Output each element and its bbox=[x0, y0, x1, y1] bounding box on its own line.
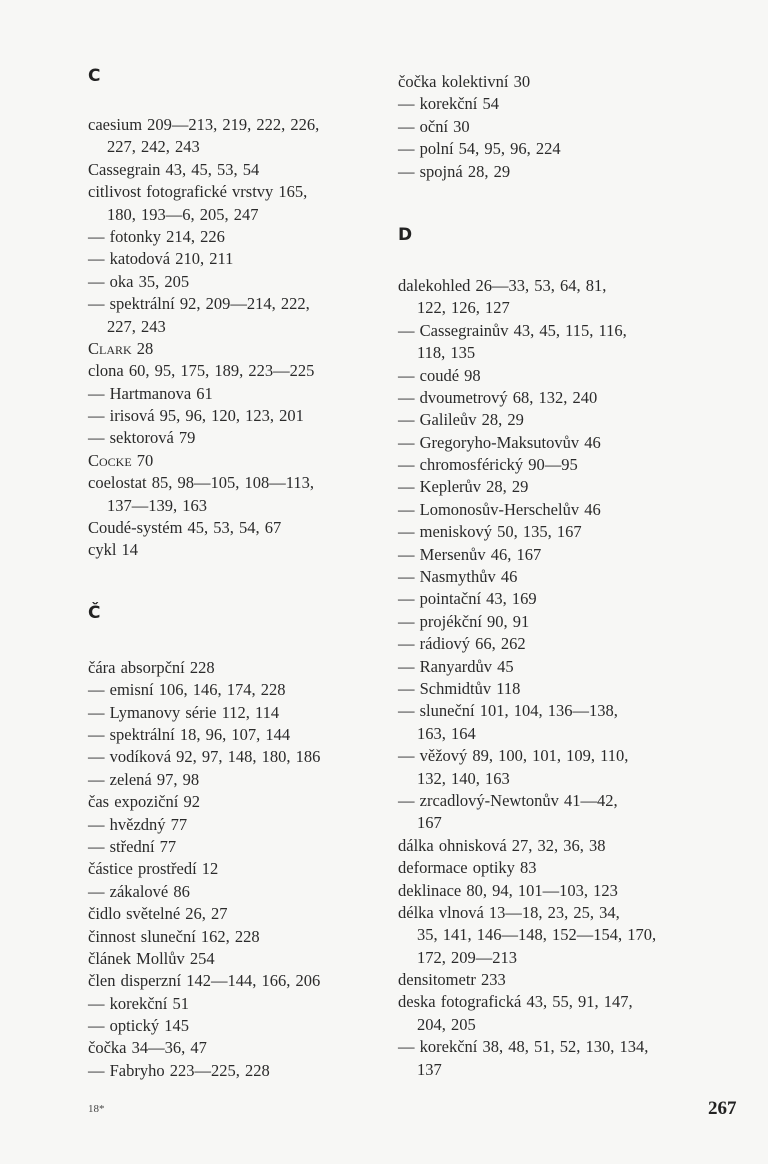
index-entry: cykl 14 bbox=[88, 540, 139, 560]
index-subentry: — sluneční 101, 104, 136—138, bbox=[398, 701, 618, 721]
index-subentry: — věžový 89, 100, 101, 109, 110, bbox=[398, 746, 629, 766]
index-entry: čára absorpční 228 bbox=[88, 657, 215, 677]
index-subentry: — spektrální 18, 96, 107, 144 bbox=[88, 724, 291, 744]
index-entry: coelostat 85, 98—105, 108—113, bbox=[88, 473, 315, 493]
index-entry: deklinace 80, 94, 101—103, 123 bbox=[398, 880, 618, 900]
index-entries-c bbox=[88, 114, 388, 562]
index-subentry: — sektorová 79 bbox=[88, 428, 196, 448]
index-subentry: — Keplerův 28, 29 bbox=[398, 477, 529, 497]
index-subentry: — Galileův 28, 29 bbox=[398, 410, 524, 430]
index-entry-continuation: 227, 242, 243 bbox=[107, 137, 200, 157]
index-subentry: — rádiový 66, 262 bbox=[398, 634, 526, 654]
index-subentry: — optický 145 bbox=[88, 1016, 189, 1036]
index-subentry: — zákalové 86 bbox=[88, 881, 190, 901]
index-subentry: — Hartmanova 61 bbox=[88, 383, 213, 403]
printer-signature-mark: 18* bbox=[88, 1103, 105, 1115]
index-entry: citlivost fotografické vrstvy 165, bbox=[88, 182, 308, 202]
index-subentry: — dvoumetrový 68, 132, 240 bbox=[398, 387, 598, 407]
index-entry: člen disperzní 142—144, 166, 206 bbox=[88, 971, 321, 991]
index-subentry: — oka 35, 205 bbox=[88, 271, 190, 291]
index-subentry: — polní 54, 95, 96, 224 bbox=[398, 139, 561, 159]
index-subentry: — střední 77 bbox=[88, 836, 177, 856]
index-entry: činnost sluneční 162, 228 bbox=[88, 926, 260, 946]
index-entry-continuation: 132, 140, 163 bbox=[417, 768, 510, 788]
index-subentry: — spektrální 92, 209—214, 222, bbox=[88, 294, 310, 314]
index-entry-continuation: 35, 141, 146—148, 152—154, 170, bbox=[417, 925, 657, 945]
index-entry: čas expoziční 92 bbox=[88, 792, 200, 812]
index-subentry: — Cassegrainův 43, 45, 115, 116, bbox=[398, 320, 627, 340]
index-subentry: — spojná 28, 29 bbox=[398, 161, 511, 181]
index-subentry: — hvězdný 77 bbox=[88, 814, 188, 834]
index-subentry: — zelená 97, 98 bbox=[88, 769, 200, 789]
index-subentry: — emisní 106, 146, 174, 228 bbox=[88, 680, 286, 700]
index-entry: dálka ohnisková 27, 32, 36, 38 bbox=[398, 835, 606, 855]
index-entry: deska fotografická 43, 55, 91, 147, bbox=[398, 992, 633, 1012]
section-heading-c: C bbox=[88, 66, 101, 86]
index-entry: čidlo světelné 26, 27 bbox=[88, 904, 228, 924]
index-entry: Clark 28 bbox=[88, 338, 154, 358]
index-subentry: — Lymanovy série 112, 114 bbox=[88, 702, 280, 722]
index-subentry: — irisová 95, 96, 120, 123, 201 bbox=[88, 406, 304, 426]
index-subentry: — oční 30 bbox=[398, 116, 470, 136]
index-subentry: — meniskový 50, 135, 167 bbox=[398, 522, 582, 542]
index-subentry: — fotonky 214, 226 bbox=[88, 226, 225, 246]
index-entry-continuation: 227, 243 bbox=[107, 316, 166, 336]
index-entry: čočka 34—36, 47 bbox=[88, 1038, 207, 1058]
index-entry-continuation: 118, 135 bbox=[417, 343, 476, 363]
index-subentry: — Nasmythův 46 bbox=[398, 567, 518, 587]
index-subentry: — korekční 54 bbox=[398, 94, 499, 114]
index-column-right bbox=[398, 71, 698, 1081]
index-entry: článek Mollův 254 bbox=[88, 948, 215, 968]
index-entry: dalekohled 26—33, 53, 64, 81, bbox=[398, 275, 607, 295]
index-subentry: — Fabryho 223—225, 228 bbox=[88, 1060, 270, 1080]
index-entry-continuation: 122, 126, 127 bbox=[417, 298, 510, 318]
index-entry: clona 60, 95, 175, 189, 223—225 bbox=[88, 361, 315, 381]
index-entry: délka vlnová 13—18, 23, 25, 34, bbox=[398, 902, 620, 922]
index-entry: Cocke 70 bbox=[88, 450, 154, 470]
index-subentry: — pointační 43, 169 bbox=[398, 589, 537, 609]
index-subentry: — Schmidtův 118 bbox=[398, 678, 521, 698]
index-entry: čočka kolektivní 30 bbox=[398, 72, 531, 91]
index-subentry: — projékční 90, 91 bbox=[398, 611, 530, 631]
index-entry-continuation: 180, 193—6, 205, 247 bbox=[107, 204, 259, 224]
index-subentry: — korekční 38, 48, 51, 52, 130, 134, bbox=[398, 1037, 649, 1057]
index-subentry: — korekční 51 bbox=[88, 993, 189, 1013]
index-subentry: — Ranyardův 45 bbox=[398, 656, 514, 676]
index-entry-continuation: 163, 164 bbox=[417, 723, 476, 743]
index-subentry: — Mersenův 46, 167 bbox=[398, 544, 542, 564]
section-heading-d: D bbox=[398, 224, 413, 245]
index-entries-d bbox=[398, 275, 698, 1081]
index-entry: densitometr 233 bbox=[398, 970, 506, 990]
index-subentry: — Lomonosův-Herschelův 46 bbox=[398, 499, 601, 519]
index-subentry: — chromosférický 90—95 bbox=[398, 455, 578, 475]
page-number: 267 bbox=[708, 1098, 737, 1119]
index-subentry: — coudé 98 bbox=[398, 365, 481, 385]
index-subentry: — zrcadlový-Newtonův 41—42, bbox=[398, 790, 618, 810]
index-entry-continuation: 167 bbox=[417, 813, 442, 833]
index-entry-continuation: 137 bbox=[417, 1059, 442, 1079]
index-entry: Coudé-systém 45, 53, 54, 67 bbox=[88, 518, 282, 538]
index-entry: caesium 209—213, 219, 222, 226, bbox=[88, 115, 320, 134]
index-entry-continuation: 172, 209—213 bbox=[417, 947, 517, 967]
index-column-left bbox=[88, 66, 388, 1082]
index-subentry: — Gregoryho-Maksutovův 46 bbox=[398, 432, 601, 452]
index-entry: Cassegrain 43, 45, 53, 54 bbox=[88, 159, 260, 179]
index-entry: částice prostředí 12 bbox=[88, 859, 219, 879]
index-subentry: — katodová 210, 211 bbox=[88, 249, 234, 269]
index-entry: deformace optiky 83 bbox=[398, 858, 537, 878]
index-subentry: — vodíková 92, 97, 148, 180, 186 bbox=[88, 747, 321, 767]
index-entry-continuation: 204, 205 bbox=[417, 1014, 476, 1034]
index-entries-cocka-continued bbox=[398, 71, 698, 183]
section-heading-c-caron: Č bbox=[88, 602, 101, 623]
index-entry-continuation: 137—139, 163 bbox=[107, 495, 207, 515]
index-entries-c-caron bbox=[88, 657, 388, 1082]
